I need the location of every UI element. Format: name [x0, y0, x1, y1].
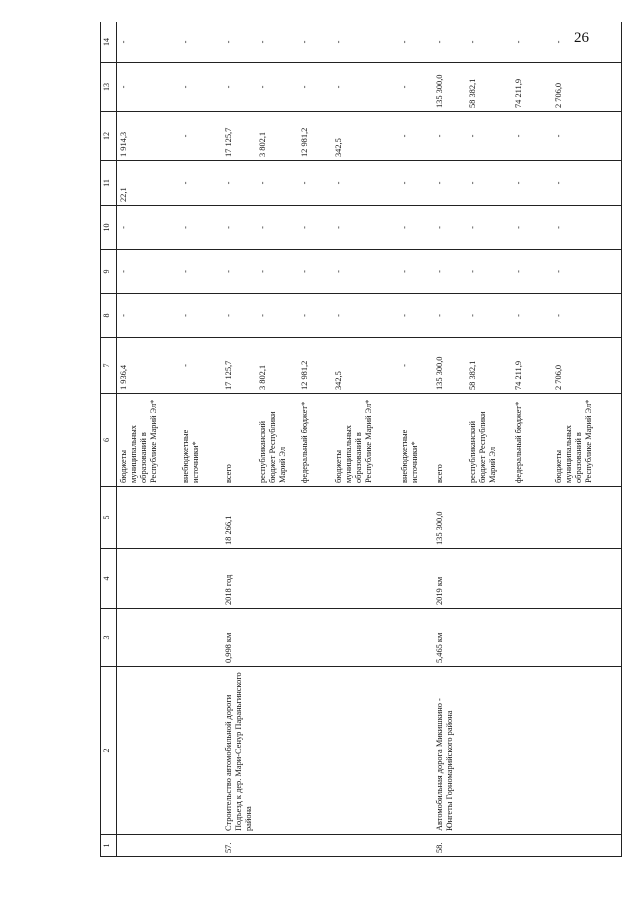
cell-col-13: 135 300,0 — [428, 63, 466, 112]
cell-col-3 — [332, 609, 398, 667]
cell-col-9: - — [179, 250, 217, 294]
cell-col-7: 342,5 — [332, 338, 398, 394]
cell-col-3 — [256, 609, 298, 667]
cell-col-8: - — [466, 294, 512, 338]
cell-col-3 — [512, 609, 552, 667]
cell-col-7: 3 802,1 — [256, 338, 298, 394]
cell-col-8: - — [512, 294, 552, 338]
cell-col-10: - — [332, 206, 398, 250]
cell-col-14: - — [298, 22, 332, 63]
cell-col-13: 58 382,1 — [466, 63, 512, 112]
cell-col-11: - — [428, 161, 466, 206]
cell-col-6: федеральный бюджет* — [512, 394, 552, 487]
cell-col-12: - — [179, 112, 217, 161]
cell-col-3: 5,465 км — [428, 609, 466, 667]
cell-col-4: 2019 км — [428, 549, 466, 609]
table-row — [428, 22, 466, 857]
cell-col-11: - — [217, 161, 256, 206]
cell-col-11: - — [332, 161, 398, 206]
column-header-3: 3 — [101, 609, 117, 667]
cell-col-8: - — [298, 294, 332, 338]
cell-col-5 — [179, 487, 217, 549]
cell-col-8: - — [117, 294, 179, 338]
cell-col-13: 74 211,9 — [512, 63, 552, 112]
column-header-2: 2 — [101, 667, 117, 835]
cell-col-6: бюджеты муниципальных образований в Республике Марий Эл* — [117, 394, 179, 487]
cell-col-5 — [466, 487, 512, 549]
cell-col-4 — [117, 549, 179, 609]
cell-col-11: - — [298, 161, 332, 206]
cell-col-14: - — [256, 22, 298, 63]
cell-col-7: - — [398, 338, 428, 394]
cell-col-9: - — [552, 250, 622, 294]
cell-col-5 — [298, 487, 332, 549]
cell-col-11: - — [552, 161, 622, 206]
cell-col-4 — [179, 549, 217, 609]
cell-col-11: - — [256, 161, 298, 206]
cell-col-4 — [552, 549, 622, 609]
column-header-5: 5 — [101, 487, 117, 549]
cell-col-14: - — [332, 22, 398, 63]
cell-col-3 — [466, 609, 512, 667]
cell-col-2 — [179, 667, 217, 835]
cell-col-13: - — [332, 63, 398, 112]
cell-col-14: - — [117, 22, 179, 63]
budget-table — [100, 22, 622, 857]
column-header-13: 13 — [101, 63, 117, 112]
cell-col-3 — [398, 609, 428, 667]
cell-col-2: Строительство автомобильной дороги Подъезд к дер. Мари-Сенур Параньгинского района — [217, 667, 256, 835]
cell-col-9: - — [398, 250, 428, 294]
cell-col-9: - — [466, 250, 512, 294]
cell-col-3 — [179, 609, 217, 667]
cell-col-6: бюджеты муниципальных образований в Республике Марий Эл* — [552, 394, 622, 487]
column-header-8: 8 — [101, 294, 117, 338]
cell-col-1 — [466, 835, 512, 857]
column-header-1: 1 — [101, 835, 117, 857]
cell-col-12: - — [552, 112, 622, 161]
cell-col-6: внебюджетные источники* — [179, 394, 217, 487]
cell-col-10: - — [552, 206, 622, 250]
cell-col-9: - — [428, 250, 466, 294]
cell-col-13: - — [117, 63, 179, 112]
cell-col-10: - — [428, 206, 466, 250]
cell-col-8: - — [217, 294, 256, 338]
table-row — [298, 22, 332, 857]
cell-col-11: - — [466, 161, 512, 206]
table-row — [217, 22, 256, 857]
cell-col-10: - — [512, 206, 552, 250]
cell-col-9: - — [298, 250, 332, 294]
cell-col-13: - — [398, 63, 428, 112]
cell-col-2 — [298, 667, 332, 835]
cell-col-1: 57. — [217, 835, 256, 857]
table-row — [117, 22, 179, 857]
cell-col-11: - — [179, 161, 217, 206]
cell-col-2 — [256, 667, 298, 835]
cell-col-6: всего — [428, 394, 466, 487]
cell-col-14: - — [428, 22, 466, 63]
cell-col-10: - — [179, 206, 217, 250]
cell-col-13: - — [256, 63, 298, 112]
cell-col-5: 18 266,1 — [217, 487, 256, 549]
cell-col-9: - — [256, 250, 298, 294]
cell-col-3 — [117, 609, 179, 667]
cell-col-8: - — [332, 294, 398, 338]
column-header-10: 10 — [101, 206, 117, 250]
cell-col-12: 12 981,2 — [298, 112, 332, 161]
cell-col-6: бюджеты муниципальных образований в Республике Марий Эл* — [332, 394, 398, 487]
cell-col-1 — [117, 835, 179, 857]
cell-col-7: 58 382,1 — [466, 338, 512, 394]
cell-col-7: 74 211,9 — [512, 338, 552, 394]
cell-col-2 — [552, 667, 622, 835]
header-row — [101, 22, 117, 857]
cell-col-6: республиканский бюджет Республики Марий Эл — [466, 394, 512, 487]
cell-col-14: - — [512, 22, 552, 63]
cell-col-12: 17 125,7 — [217, 112, 256, 161]
column-header-6: 6 — [101, 394, 117, 487]
cell-col-2 — [466, 667, 512, 835]
cell-col-2 — [332, 667, 398, 835]
cell-col-4 — [332, 549, 398, 609]
cell-col-10: - — [256, 206, 298, 250]
column-header-14: 14 — [101, 22, 117, 63]
cell-col-7: 1 936,4 — [117, 338, 179, 394]
column-header-11: 11 — [101, 161, 117, 206]
cell-col-9: - — [217, 250, 256, 294]
cell-col-4: 2018 год — [217, 549, 256, 609]
cell-col-5 — [552, 487, 622, 549]
cell-col-5: 135 300,0 — [428, 487, 466, 549]
column-header-7: 7 — [101, 338, 117, 394]
cell-col-2 — [398, 667, 428, 835]
cell-col-11: 22,1 — [117, 161, 179, 206]
cell-col-4 — [466, 549, 512, 609]
page-number: 26 — [574, 30, 589, 46]
cell-col-1 — [332, 835, 398, 857]
cell-col-4 — [298, 549, 332, 609]
cell-col-13: - — [298, 63, 332, 112]
column-header-9: 9 — [101, 250, 117, 294]
cell-col-4 — [256, 549, 298, 609]
cell-col-2: Автомобильная дорога Микишкино - Юнгеты Горномарийского района — [428, 667, 466, 835]
cell-col-1 — [512, 835, 552, 857]
cell-col-2 — [512, 667, 552, 835]
cell-col-12: - — [398, 112, 428, 161]
cell-col-8: - — [428, 294, 466, 338]
cell-col-12: - — [466, 112, 512, 161]
table-row — [332, 22, 398, 857]
cell-col-5 — [398, 487, 428, 549]
cell-col-7: - — [179, 338, 217, 394]
cell-col-12: - — [512, 112, 552, 161]
cell-col-10: - — [217, 206, 256, 250]
cell-col-4 — [398, 549, 428, 609]
cell-col-10: - — [466, 206, 512, 250]
rotated-table-container — [100, 22, 625, 857]
cell-col-12: 3 802,1 — [256, 112, 298, 161]
cell-col-12: 1 914,3 — [117, 112, 179, 161]
cell-col-9: - — [512, 250, 552, 294]
table-row — [256, 22, 298, 857]
cell-col-3 — [552, 609, 622, 667]
cell-col-14: - — [217, 22, 256, 63]
cell-col-1 — [552, 835, 622, 857]
cell-col-10: - — [398, 206, 428, 250]
cell-col-5 — [332, 487, 398, 549]
cell-col-7: 135 300,0 — [428, 338, 466, 394]
column-header-4: 4 — [101, 549, 117, 609]
rotated-table-frame — [100, 22, 625, 857]
cell-col-6: всего — [217, 394, 256, 487]
cell-col-6: республиканский бюджет Республики Марий Эл — [256, 394, 298, 487]
cell-col-13: - — [217, 63, 256, 112]
cell-col-10: - — [298, 206, 332, 250]
cell-col-1 — [256, 835, 298, 857]
table-row — [466, 22, 512, 857]
cell-col-5 — [256, 487, 298, 549]
cell-col-8: - — [256, 294, 298, 338]
cell-col-12: - — [428, 112, 466, 161]
cell-col-5 — [117, 487, 179, 549]
cell-col-14: - — [466, 22, 512, 63]
cell-col-8: - — [398, 294, 428, 338]
cell-col-1 — [298, 835, 332, 857]
cell-col-7: 12 981,2 — [298, 338, 332, 394]
table-row — [398, 22, 428, 857]
table-row — [512, 22, 552, 857]
cell-col-6: федеральный бюджет* — [298, 394, 332, 487]
cell-col-11: - — [512, 161, 552, 206]
cell-col-3: 0,998 км — [217, 609, 256, 667]
cell-col-3 — [298, 609, 332, 667]
cell-col-11: - — [398, 161, 428, 206]
cell-col-14: - — [179, 22, 217, 63]
cell-col-9: - — [332, 250, 398, 294]
table-row — [552, 22, 622, 857]
cell-col-1 — [179, 835, 217, 857]
cell-col-10: - — [117, 206, 179, 250]
cell-col-1 — [398, 835, 428, 857]
cell-col-6: внебюджетные источники* — [398, 394, 428, 487]
cell-col-4 — [512, 549, 552, 609]
cell-col-12: 342,5 — [332, 112, 398, 161]
cell-col-13: - — [179, 63, 217, 112]
cell-col-7: 2 706,0 — [552, 338, 622, 394]
cell-col-8: - — [179, 294, 217, 338]
cell-col-13: 2 706,0 — [552, 63, 622, 112]
cell-col-9: - — [117, 250, 179, 294]
cell-col-2 — [117, 667, 179, 835]
column-header-12: 12 — [101, 112, 117, 161]
table-row — [179, 22, 217, 857]
cell-col-5 — [512, 487, 552, 549]
cell-col-1: 58. — [428, 835, 466, 857]
cell-col-8: - — [552, 294, 622, 338]
cell-col-7: 17 125,7 — [217, 338, 256, 394]
cell-col-14: - — [398, 22, 428, 63]
cell-col-14: - — [552, 22, 622, 63]
